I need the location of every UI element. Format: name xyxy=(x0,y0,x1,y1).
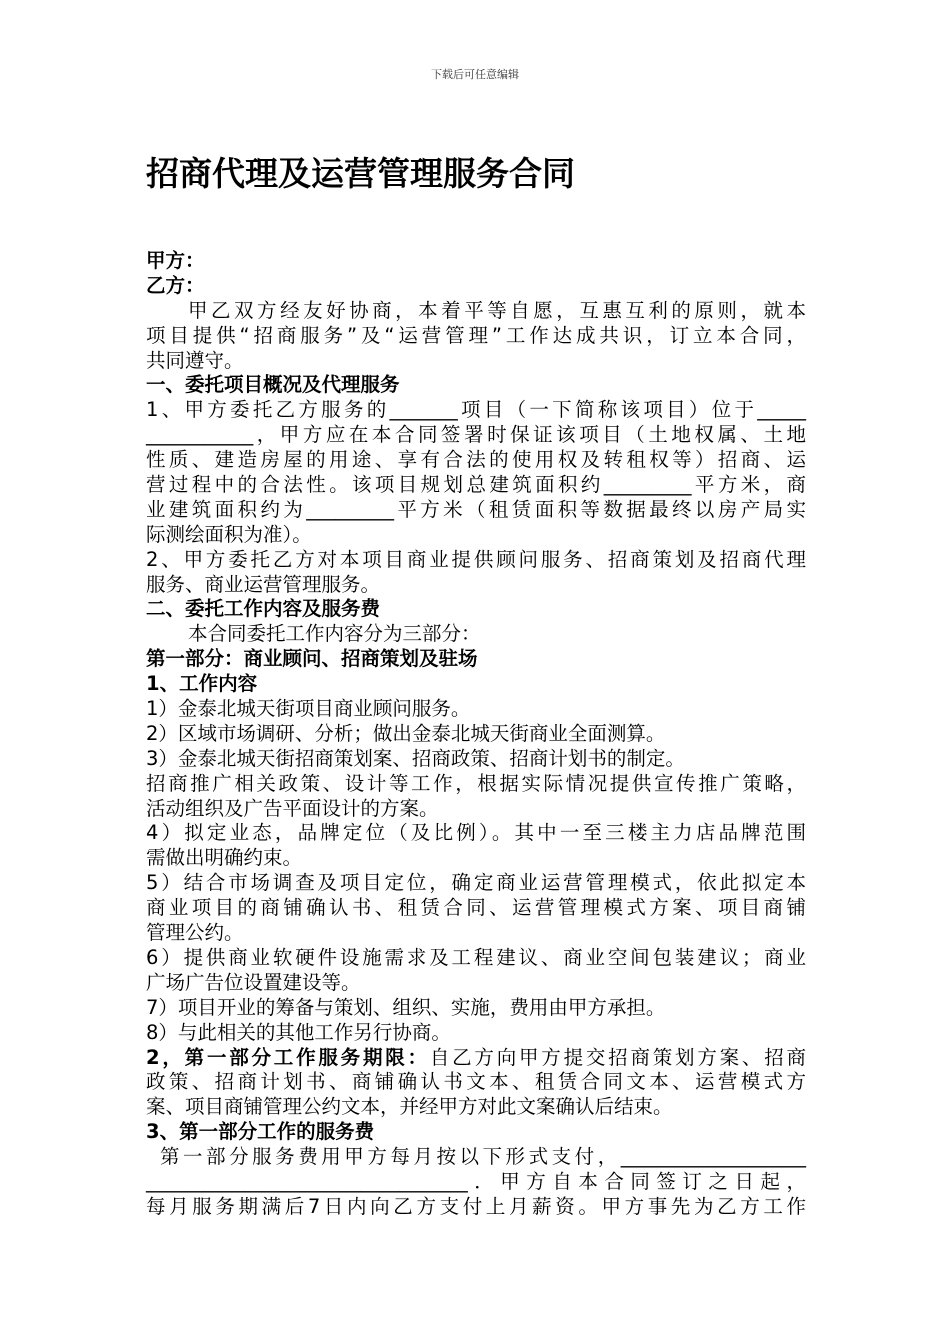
paragraph-line: 6）提供商业软硬件设施需求及工程建议、商业空间包装建议；商业 xyxy=(146,945,806,969)
paragraph-line: 项目提供“招商服务”及“运营管理”工作达成共识，订立本合同， xyxy=(146,323,806,347)
paragraph-line: 乙方： xyxy=(146,273,205,297)
paragraph-line: 广场广告位设置建设等。 xyxy=(146,970,361,994)
paragraph-line: 共同遵守。 xyxy=(146,348,244,372)
paragraph-line: 商业项目的商铺确认书、租赁合同、运营管理模式方案、项目商铺 xyxy=(146,896,806,920)
paragraph-line: 一、委托项目概况及代理服务 xyxy=(146,373,400,397)
paragraph-line: 7）项目开业的筹备与策划、组织、实施，费用由甲方承担。 xyxy=(146,995,666,1019)
header-note: 下载后可任意编辑 xyxy=(431,68,519,81)
paragraph-line: 4）拟定业态，品牌定位（及比例）。其中一至三楼主力店品牌范围 xyxy=(146,821,806,845)
paragraph-line: 需做出明确约束。 xyxy=(146,846,303,870)
paragraph-line xyxy=(146,1046,806,1071)
paragraph-line: 每月服务期满后7日内向乙方支付上月薪资。甲方事先为乙方工作 xyxy=(146,1194,806,1218)
document-title: 招商代理及运营管理服务合同 xyxy=(146,154,575,193)
paragraph-line: 8）与此相关的其他工作另行协商。 xyxy=(146,1020,451,1044)
paragraph-line: 营过程中的合法性。该项目规划总建筑面积约_________平方米，商 xyxy=(146,473,806,497)
paragraph-line: 管理公约。 xyxy=(146,921,244,945)
paragraph-line: 1、工作内容 xyxy=(146,672,258,696)
paragraph-line: 活动组织及广告平面设计的方案。 xyxy=(146,796,439,820)
clause-heading: 2，第一部分工作服务期限： xyxy=(146,1045,430,1069)
paragraph-line: 3）金泰北城天街招商策划案、招商政策、招商计划书的制定。 xyxy=(146,746,685,770)
paragraph-line: 甲方： xyxy=(146,249,205,272)
paragraph-line: 甲乙双方经友好协商，本着平等自愿，互惠互利的原则，就本 xyxy=(188,298,806,322)
paragraph-line: 2）区域市场调研、分析；做出金泰北城天街商业全面测算。 xyxy=(146,721,666,745)
paragraph-line: 服务、商业运营管理服务。 xyxy=(146,572,381,596)
paragraph-line: 政策、招商计划书、商铺确认书文本、租赁合同文本、运营模式方 xyxy=(146,1070,806,1094)
paragraph-line: 案、项目商铺管理公约文本，并经甲方对此文案确认后结束。 xyxy=(146,1095,673,1119)
paragraph-line: 二、委托工作内容及服务费 xyxy=(146,597,381,621)
paragraph-line: 本合同委托工作内容分为三部分： xyxy=(188,622,481,646)
paragraph-line: 5）结合市场调查及项目定位，确定商业运营管理模式，依此拟定本 xyxy=(146,871,806,895)
contract-body xyxy=(146,249,806,1220)
paragraph-line: 1、甲方委托乙方服务的_______项目（一下简称该项目）位于_____ xyxy=(146,398,806,422)
paragraph-line: 1）金泰北城天街项目商业顾问服务。 xyxy=(146,697,471,721)
paragraph-line: 第一部分：商业顾问、招商策划及驻场 xyxy=(146,647,478,671)
paragraph-line: 招商推广相关政策、设计等工作，根据实际情况提供宣传推广策略， xyxy=(146,771,806,795)
paragraph-line: 性质、建造房屋的用途、享有合法的使用权及转租权等）招商、运 xyxy=(146,448,806,472)
paragraph-line: 3、第一部分工作的服务费 xyxy=(146,1120,375,1144)
paragraph-line: 第一部分服务费用甲方每月按以下形式支付，___________________ xyxy=(160,1145,806,1169)
clause-text: 自乙方向甲方提交招商策划方案、招商 xyxy=(429,1045,806,1069)
paragraph-line: 际测绘面积为准）。 xyxy=(146,522,312,546)
paragraph-line: 业建筑面积约为_________平方米（租赁面积等数据最终以房产局实 xyxy=(146,497,806,521)
paragraph-line: 2、甲方委托乙方对本项目商业提供顾问服务、招商策划及招商代理 xyxy=(146,547,806,571)
paragraph-line: _________________________________．甲方自本合同签订之日起， xyxy=(146,1169,806,1193)
paragraph-line: ___________，甲方应在本合同签署时保证该项目（土地权属、土地 xyxy=(146,423,806,447)
